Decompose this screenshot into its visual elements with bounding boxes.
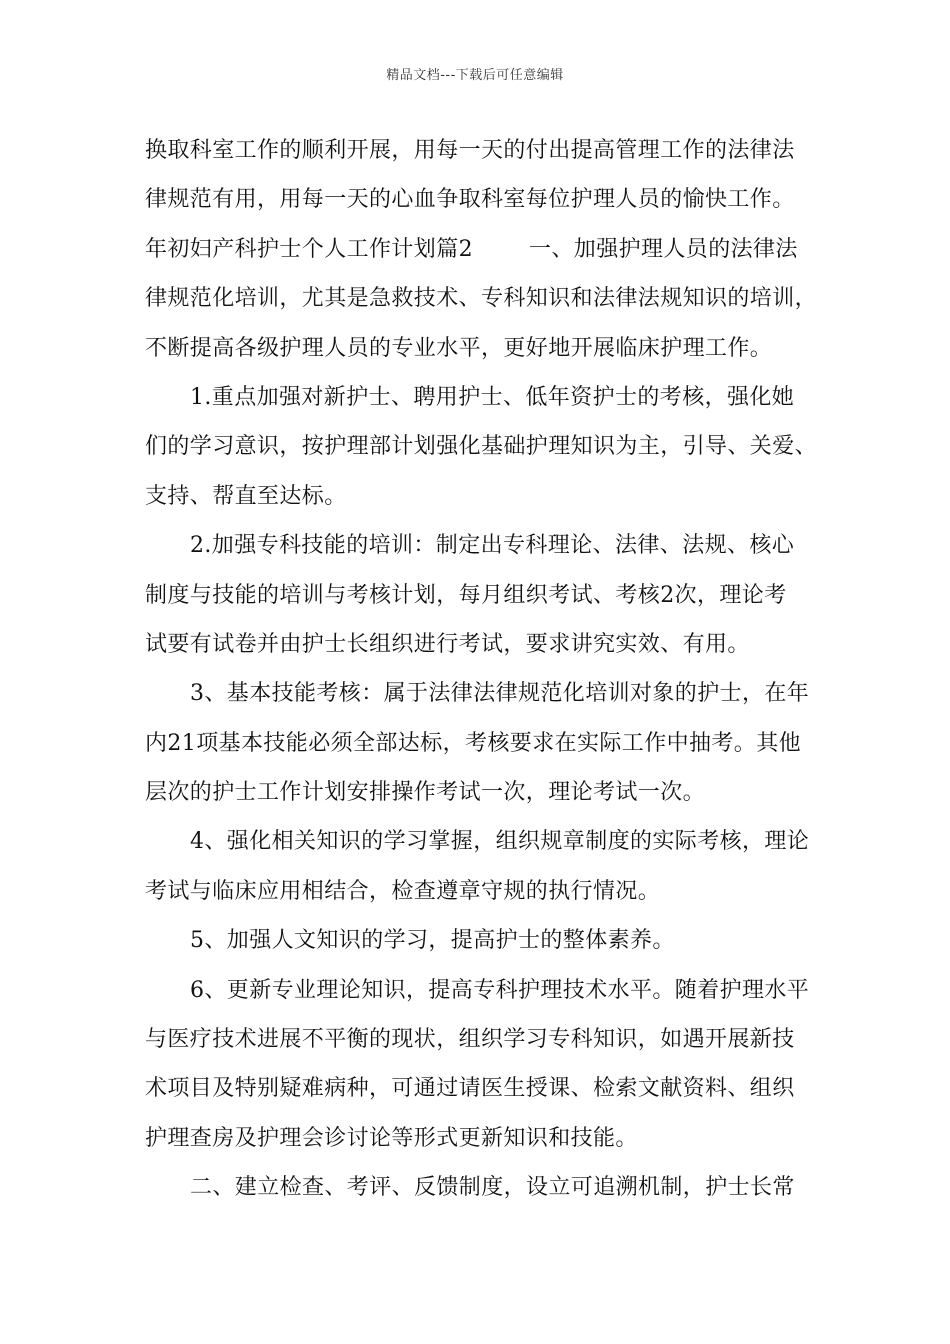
text-line: 二、建立检查、考评、反馈制度，设立可追溯机制，护士长常 xyxy=(190,1175,795,1201)
page-header: 精品文档---下载后可任意编辑 xyxy=(386,68,564,83)
document-body xyxy=(145,126,817,1213)
section-heading: 年初妇产科护士个人工作计划篇2 xyxy=(145,236,473,262)
text-run: 一、加强护理人员的法律法 xyxy=(529,236,798,262)
text-line: 试要有试卷并由护士长组织进行考试，要求讲究实效、有用。 xyxy=(145,631,750,657)
text-line: 考试与临床应用相结合，检查遵章守规的执行情况。 xyxy=(145,878,661,904)
text-line: 与医疗技术进展不平衡的现状，组织学习专科知识，如遇开展新技 xyxy=(145,1027,795,1053)
text-line: 换取科室工作的顺利开展，用每一天的付出提高管理工作的法律法 xyxy=(145,138,795,163)
text-line: 2.加强专科技能的培训：制定出专科理论、法律、法规、核心 xyxy=(190,533,795,559)
text-line: 制度与技能的培训与考核计划，每月组织考试、考核2次，理论考 xyxy=(145,582,787,608)
text-line: 不断提高各级护理人员的专业水平，更好地开展临床护理工作。 xyxy=(145,335,773,361)
text-line: 6、更新专业理论知识，提高专科护理技术水平。随着护理水平 xyxy=(190,977,810,1003)
text-line: 内21项基本技能必须全部达标，考核要求在实际工作中抽考。其他 xyxy=(145,730,801,756)
text-line: 们的学习意识，按护理部计划强化基础护理知识为主，引导、关爱、 xyxy=(145,434,817,460)
text-line: 护理查房及护理会诊讨论等形式更新知识和技能。 xyxy=(145,1125,638,1151)
text-line: 律规范有用，用每一天的心血争取科室每位护理人员的愉快工作。 xyxy=(145,187,795,213)
section-heading-line xyxy=(145,225,817,274)
text-line: 支持、帮直至达标。 xyxy=(145,483,347,509)
text-line: 5、加强人文知识的学习，提高护士的整体素养。 xyxy=(190,928,675,954)
text-line: 3、基本技能考核：属于法律法律规范化培训对象的护士，在年 xyxy=(190,681,810,707)
text-line: 律规范化培训，尤其是急救技术、专科知识和法律法规知识的培训， xyxy=(145,286,817,312)
text-line: 1.重点加强对新护士、聘用护士、低年资护士的考核，强化她 xyxy=(190,384,795,410)
text-line: 术项目及特别疑难病种，可通过请医生授课、检索文献资料、组织 xyxy=(145,1076,795,1102)
text-line: 4、强化相关知识的学习掌握，组织规章制度的实际考核，理论 xyxy=(190,829,810,855)
text-line: 层次的护士工作计划安排操作考试一次，理论考试一次。 xyxy=(145,780,706,806)
